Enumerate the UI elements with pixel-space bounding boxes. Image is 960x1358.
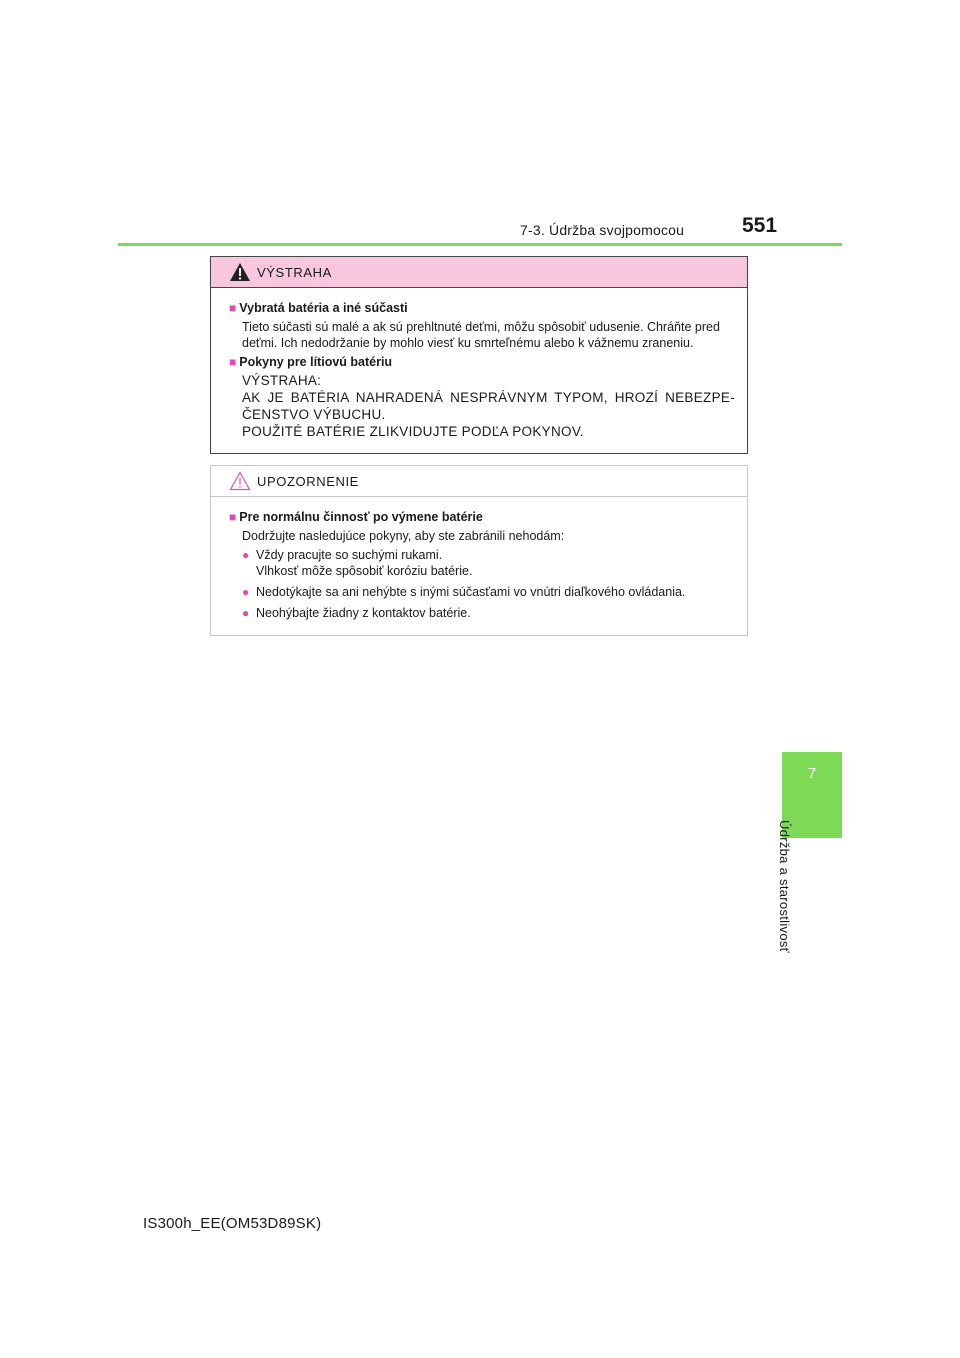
list-item: ● Nedotýkajte sa ani nehýbte s inými súčasťami vo vnútri diaľkového ovládania.	[242, 585, 686, 599]
warning-section-title: ■ Pokyny pre lítiovú batériu	[229, 355, 393, 369]
warning-box	[210, 256, 748, 454]
section-header: 7-3. Údržba svojpomocou	[520, 222, 685, 238]
chapter-number: 7	[807, 765, 817, 782]
lithium-warning-text	[229, 372, 735, 440]
list-item: ● Neohýbajte žiadny z kontaktov batérie.	[242, 606, 471, 620]
warning-body	[211, 288, 747, 440]
warning-title: VÝSTRAHA	[257, 264, 332, 280]
notice-header	[211, 466, 747, 497]
header-rule	[118, 243, 842, 246]
notice-section-title: ■ Pre normálnu činnosť po výmene batérie	[229, 510, 483, 524]
notice-title: UPOZORNENIE	[257, 473, 359, 489]
round-bullet-icon: ●	[242, 548, 250, 562]
caps-line: ČENSTVO VÝBUCHU.	[242, 407, 386, 422]
square-bullet-icon: ■	[229, 301, 237, 315]
notice-intro: Dodržujte nasledujúce pokyny, aby ste zabránili nehodám:	[242, 529, 565, 543]
warning-section-text: Tieto súčasti sú malé a ak sú prehltnuté deťmi, môžu spôsobiť udusenie. Chráňte pred deťmi. Ich nedodržanie by mohlo viesť ku smrteľnému alebo k vážnemu zraneniu.	[242, 320, 720, 350]
caution-triangle-icon	[229, 471, 251, 491]
list-item: ● Vždy pracujte so suchými rukami. Vlhkosť môže spôsobiť koróziu batérie.	[242, 548, 473, 578]
round-bullet-icon: ●	[242, 585, 250, 599]
chapter-title-text: Údržba a starostlivosť	[777, 820, 792, 953]
notice-box	[210, 465, 748, 636]
warning-section-title: ■ Vybratá batéria a iné súčasti	[229, 301, 408, 315]
page-number: 551	[742, 214, 778, 237]
warning-header	[211, 257, 747, 288]
square-bullet-icon: ■	[229, 355, 237, 369]
round-bullet-icon: ●	[242, 606, 250, 620]
caps-line: POUŽITÉ BATÉRIE ZLIKVIDUJTE PODĽA POKYNOV.	[242, 424, 584, 439]
caps-line: AK JE BATÉRIA NAHRADENÁ NESPRÁVNYM TYPOM, HROZÍ NEBEZPE-	[242, 390, 735, 405]
square-bullet-icon: ■	[229, 510, 237, 524]
warning-triangle-icon	[229, 262, 251, 282]
chapter-title	[772, 820, 812, 960]
document-code: IS300h_EE(OM53D89SK)	[143, 1215, 322, 1232]
caps-line: VÝSTRAHA:	[242, 373, 322, 388]
notice-body	[211, 497, 747, 621]
